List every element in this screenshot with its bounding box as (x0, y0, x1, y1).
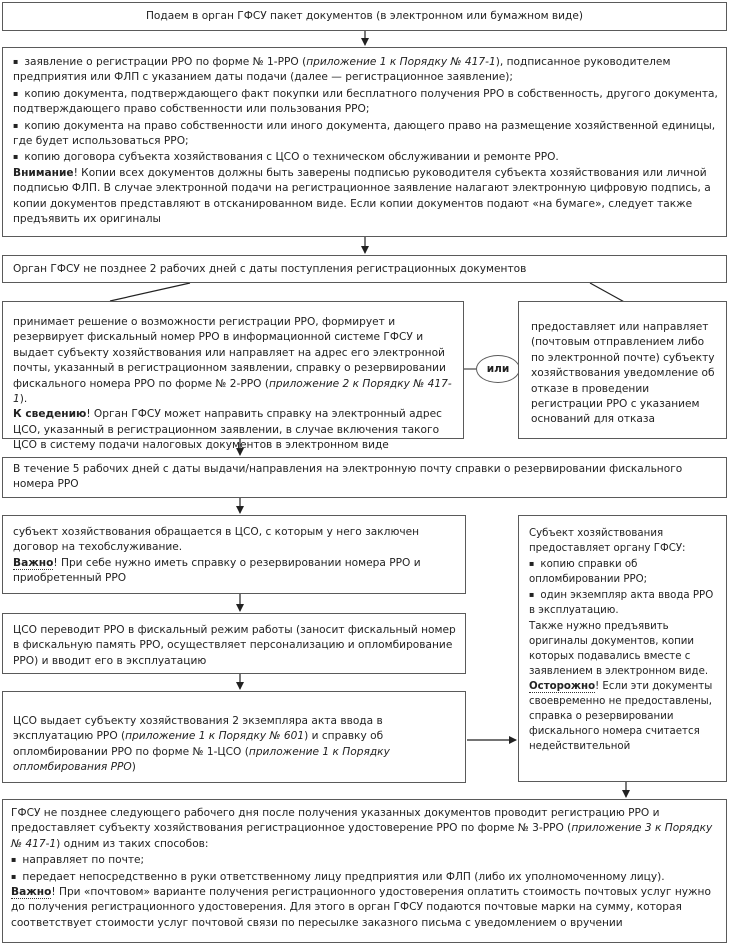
provide-item: ▪ копию справки об опломбировании РРО; (529, 556, 722, 587)
step-5-days-text: В течение 5 рабочих дней с даты выдачи/направления на электронную почту справки о резервировании фискального номера РРО (13, 463, 683, 491)
branch-reserve-number (2, 301, 464, 452)
documents-list-box (2, 47, 727, 237)
final-method: ▪ передает непосредственно в руки ответственному лицу предприятия или ФЛП (либо их уполномоченному лицу). (11, 869, 718, 885)
refusal-text: предоставляет или направляет (почтовым отправлением либо по электронной почте) субъекту хозяйствования уведомление об отказе в проведении регистрации РРО с указанием оснований для отказа (531, 321, 715, 426)
important-note: Важно! При «почтовом» варианте получения регистрационного удостоверения оплатить стоимость почтовых услуг нужно до получения регистрационного удостоверения. Для этого в орган ГФСУ подаются почтовые марки на сумму, которая соответствует стоимости услуг почтовой связи по пересылке заказного письма с уведомлением о вручении (11, 886, 711, 929)
cso-contact-text: субъект хозяйствования обращается в ЦСО, с которым у него заключен договор на техобслуживание. (13, 526, 420, 554)
final-registration-box (2, 799, 727, 943)
attention-note: Внимание! Копии всех документов должны быть заверены подписью руководителя субъекта хозяйствования или личной подписью ФЛП. В случае электронной подачи на регистрационное заявление налагают электронную цифровую подпись, а копии документов представляют в отсканированном виде. Если копии документов подают «на бумаге», следует также предъявить их оригиналы (13, 166, 711, 226)
doc-item: ▪ копию документа, подтверждающего факт покупки или бесплатного получения РРО в собственность, другого документа, подтверждающего право собственности или пользования РРО; (13, 86, 718, 118)
step-submit-docs (2, 2, 727, 31)
doc-item: ▪ копию документа на право собственности или иного документа, дающего право на размещение хозяйственной единицы, где будет использоваться РРО; (13, 118, 718, 150)
provide-intro: Субъект хозяйствования предоставляет органу ГФСУ: (529, 528, 686, 555)
caution-note: Осторожно! Если эти документы своевременно не предоставлены, справка о резервировании фискального номера считается недействительной (529, 680, 713, 753)
step-gfsu-decision (2, 255, 727, 283)
branch-refusal (518, 301, 727, 439)
or-connector (476, 355, 520, 383)
cso-fiscal-text: ЦСО переводит РРО в фискальный режим работы (заносит фискальный номер в фискальную память РРО, осуществляет персонализацию и опломбирование РРО) и вводит его в эксплуатацию (13, 624, 456, 667)
final-method: ▪ направляет по почте; (11, 852, 718, 868)
cso-fiscal-mode-box (2, 613, 466, 674)
doc-item: ▪ заявление о регистрации РРО по форме № 1-РРО (приложение 1 к Порядку № 417-1), подписанное руководителем предприятия или ФЛП с указанием даты подачи (далее — регистрационное заявление); (13, 54, 718, 86)
final-text: ГФСУ не позднее следующего рабочего дня после получения указанных документов проводит регистрацию РРО и предоставляет субъекту хозяйствования регистрационное удостоверение РРО по форме № 3-РРО (приложение 3 к Порядку № 417-1) одним из таких способов: (11, 807, 713, 850)
act-ref: приложение 1 к Порядку № 601 (125, 730, 305, 743)
provide-item: ▪ один экземпляр акта ввода РРО в эксплуатацию. (529, 587, 722, 618)
step-submit-text: Подаем в орган ГФСУ пакет документов (в электронном или бумажном виде) (145, 10, 584, 22)
provide-also: Также нужно предъявить оригиналы документов, копии которых подавались вместе с заявлением в электронном виде. (529, 620, 709, 677)
info-note: К сведению! Орган ГФСУ может направить справку на электронный адрес ЦСО, указанный в регистрационном заявлении, в случае включения такого ЦСО в систему подачи налоговых документов в электронном виде (13, 408, 442, 452)
step-5-days (2, 457, 727, 498)
act-text: ) и справку об опломбировании РРО по форме № 1-ЦСО ( (13, 730, 384, 758)
act-ref: приложение 1 к Порядку опломбирования РРО (13, 745, 390, 774)
step-gfsu-text: Орган ГФСУ не позднее 2 рабочих дней с даты поступления регистрационных документов (13, 263, 527, 275)
doc-item: ▪ копию договора субъекта хозяйствования с ЦСО о техническом обслуживании и ремонте РРО. (13, 149, 718, 165)
reserve-text: принимает решение о возможности регистрации РРО, формирует и резервирует фискальный номер РРО в информационной системе ГФСУ и выдает субъекту хозяйствования или направляет на адрес его электронной почты, указанный в регистрационном заявлении, справку о резервировании фискального номера РРО по форме № 2-РРО (приложение 2 к Порядку № 417-1). (13, 316, 452, 406)
provide-docs-box (518, 515, 727, 782)
cso-contact-box (2, 515, 466, 594)
or-label: или (486, 363, 510, 375)
important-note: Важно! При себе нужно иметь справку о резервировании номера РРО и приобретенный РРО (13, 556, 421, 585)
cso-act-box (2, 691, 466, 783)
act-text: ЦСО выдает субъекту хозяйствования 2 экземпляра акта ввода в эксплуатацию РРО ( (13, 715, 383, 743)
arrow-step2-left (110, 283, 190, 301)
act-text: ) (131, 761, 136, 774)
